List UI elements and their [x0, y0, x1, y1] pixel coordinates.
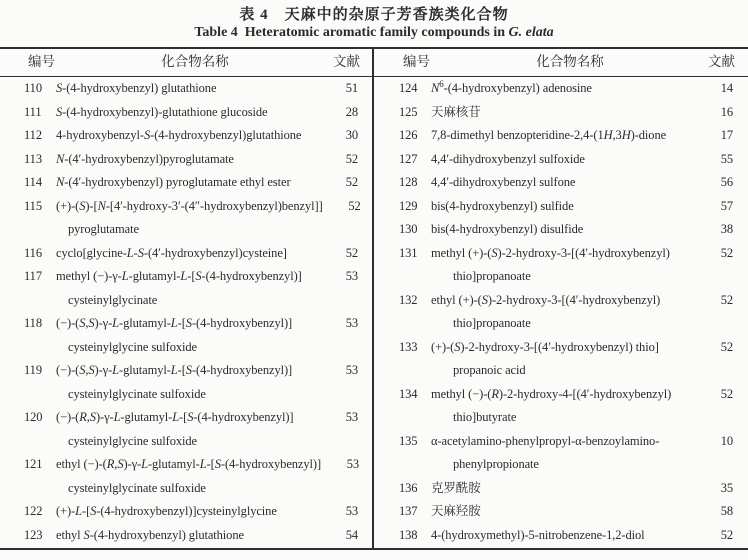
reference-number: 52	[720, 339, 733, 354]
table-header-left	[0, 48, 373, 76]
compound-row-continuation	[375, 265, 748, 289]
reference-number	[320, 477, 373, 501]
reference-number: 51	[345, 81, 358, 95]
compound-row	[0, 406, 373, 430]
compound-row	[375, 500, 748, 524]
reference-number: 52	[348, 198, 361, 213]
compound-name: ethyl (−)-(R,S)-γ-L-glutamyl-L-[S-(4-hydroxybenzyl)]	[56, 457, 322, 471]
reference-number: 52	[720, 292, 733, 307]
reference-number	[695, 453, 748, 477]
compound-number: 111	[24, 104, 42, 119]
compound-row	[0, 148, 373, 172]
reference-number: 53	[345, 316, 358, 330]
compound-number: 114	[24, 175, 42, 189]
compound-name: 天麻羟胺	[431, 504, 481, 518]
compound-name: cysteinylglycine sulfoxide	[68, 339, 197, 354]
compound-row	[375, 242, 748, 266]
compound-row	[375, 77, 748, 101]
compound-number: 118	[24, 316, 42, 330]
header-number: 编号	[403, 54, 430, 69]
reference-number: 38	[720, 222, 733, 236]
reference-number: 54	[345, 527, 358, 542]
compound-name: 4,4′-dihydroxybenzyl sulfone	[431, 175, 576, 189]
compound-row	[0, 312, 373, 336]
compound-name: α-acetylamino-phenylpropyl-α-benzoylamino-	[431, 433, 660, 448]
compound-row-continuation	[375, 406, 748, 430]
reference-number	[695, 406, 748, 430]
compound-name: N-(4′-hydroxybenzyl)pyroglutamate	[56, 151, 234, 166]
compound-row	[375, 195, 748, 219]
reference-number: 56	[720, 175, 733, 189]
compound-name: (+)-(S)-2-hydroxy-3-[(4′-hydroxybenzyl) thio]	[431, 339, 659, 354]
compound-name: thio]butyrate	[453, 410, 517, 424]
header-reference: 文献	[708, 54, 735, 69]
compound-number	[0, 477, 56, 501]
compound-row-continuation	[0, 477, 373, 501]
compound-name: cyclo[glycine-L-S-(4′-hydroxybenzyl)cysteine]	[56, 245, 287, 260]
compound-number: 133	[399, 339, 418, 354]
reference-number: 30	[345, 128, 358, 142]
compound-name: $N^6-(4-hydroxybenzyl)$ adenosine	[431, 78, 592, 95]
compound-number: 135	[399, 433, 418, 448]
reference-number	[320, 336, 373, 360]
reference-number: 55	[720, 151, 733, 166]
compound-row-continuation	[375, 312, 748, 336]
compound-number: 125	[399, 104, 418, 119]
compound-name: S-(4-hydroxybenzyl)-glutathione glucoside	[56, 104, 268, 119]
compound-name: thio]propanoate	[453, 316, 531, 330]
compound-name: 4-hydroxybenzyl-S-(4-hydroxybenzyl)glutathione	[56, 128, 302, 142]
compound-row	[0, 101, 373, 125]
compound-number	[0, 383, 56, 407]
compound-number: 131	[399, 245, 418, 260]
compound-row	[0, 265, 373, 289]
compound-name: methyl (−)-(R)-2-hydroxy-4-[(4′-hydroxybenzyl)	[431, 386, 672, 401]
header-reference: 文献	[333, 54, 360, 69]
reference-number: 52	[720, 245, 733, 260]
reference-number: 52	[720, 386, 733, 401]
compound-row	[375, 477, 748, 501]
compound-number	[0, 430, 56, 454]
compound-number: 121	[24, 457, 43, 471]
reference-number: 52	[720, 527, 733, 542]
compound-number: 122	[24, 504, 43, 518]
reference-number: 52	[345, 175, 358, 189]
compound-row	[0, 359, 373, 383]
table-header-right	[375, 48, 748, 76]
compound-row	[375, 148, 748, 172]
compound-number: 117	[24, 269, 42, 283]
compound-name: (−)-(S,S)-γ-L-glutamyl-L-[S-(4-hydroxybenzyl)]	[56, 316, 293, 330]
reference-number	[695, 265, 748, 289]
compound-name: 天麻核苷	[431, 104, 481, 119]
reference-number: 53	[345, 269, 358, 283]
compound-name: 4,4′-dihydroxybenzyl sulfoxide	[431, 151, 585, 166]
compound-number: 137	[399, 504, 418, 518]
compound-number	[375, 265, 431, 289]
header-compound-name: 化合物名称	[161, 54, 229, 69]
compound-row	[0, 77, 373, 101]
compound-name: (+)-L-[S-(4-hydroxybenzyl)]cysteinylglycine	[56, 504, 277, 518]
compound-number: 115	[24, 198, 42, 213]
reference-number: 57	[720, 198, 733, 213]
compound-name: 4-(hydroxymethyl)-5-nitrobenzene-1,2-diol	[431, 527, 645, 542]
compound-name: (−)-(S,S)-γ-L-glutamyl-L-[S-(4-hydroxybenzyl)]	[56, 363, 293, 377]
compound-row-continuation	[0, 336, 373, 360]
species-name: G. elata	[508, 25, 554, 40]
compound-name: methyl (−)-γ-L-glutamyl-L-[S-(4-hydroxybenzyl)]	[56, 269, 302, 283]
compound-row	[375, 383, 748, 407]
compound-name: (+)-(S)-[N-[4′-hydroxy-3′-(4″-hydroxybenzyl)benzyl]]	[56, 198, 323, 213]
compound-number: 134	[399, 386, 418, 401]
compound-number: 124	[399, 81, 418, 95]
compound-name: ethyl S-(4-hydroxybenzyl) glutathione	[56, 527, 244, 542]
table-title-english	[0, 25, 748, 41]
compound-name: pyroglutamate	[68, 222, 139, 236]
compound-row	[375, 430, 748, 454]
reference-number: 52	[345, 151, 358, 166]
compound-name: (−)-(R,S)-γ-L-glutamyl-L-[S-(4-hydroxybenzyl)]	[56, 410, 294, 424]
reference-number	[320, 383, 373, 407]
compound-row	[375, 336, 748, 360]
compound-number: 129	[399, 198, 418, 213]
table-body-left	[0, 77, 373, 547]
compound-row	[0, 524, 373, 548]
table-rule-bottom	[0, 548, 748, 550]
reference-number: 53	[345, 363, 358, 377]
compound-number: 119	[24, 363, 42, 377]
compound-number: 120	[24, 410, 43, 424]
compound-row	[375, 524, 748, 548]
compound-number: 138	[399, 527, 418, 542]
compound-number: 116	[24, 245, 42, 260]
compound-number: 130	[399, 222, 418, 236]
reference-number: 17	[720, 128, 733, 142]
table-title-english-text: Table 4 Heteratomic aromatic family compounds in	[194, 25, 509, 40]
compound-name: bis(4-hydroxybenzyl) sulfide	[431, 198, 574, 213]
compound-number: 127	[399, 151, 418, 166]
compound-number: 128	[399, 175, 418, 189]
compound-name: propanoic acid	[453, 363, 526, 377]
compound-name: 克罗酰胺	[431, 480, 481, 495]
reference-number: 52	[345, 245, 358, 260]
compound-number	[375, 453, 431, 477]
compound-row	[0, 453, 373, 477]
compound-number	[375, 312, 431, 336]
compound-row-continuation	[0, 289, 373, 313]
compound-row-continuation	[375, 359, 748, 383]
compound-name: cysteinylglycinate sulfoxide	[68, 480, 206, 495]
compound-row-continuation	[375, 453, 748, 477]
reference-number: 16	[720, 104, 733, 119]
table-title-chinese: 表 4 天麻中的杂原子芳香族类化合物	[239, 7, 509, 23]
reference-number: 53	[346, 457, 360, 471]
compound-row-continuation	[0, 383, 373, 407]
compound-row	[0, 500, 373, 524]
compound-row	[375, 101, 748, 125]
compound-row	[0, 195, 373, 219]
header-number: 编号	[28, 54, 55, 69]
compound-row	[375, 289, 748, 313]
reference-number	[695, 312, 748, 336]
compound-number: 123	[24, 527, 43, 542]
reference-number	[320, 289, 373, 313]
compound-row-continuation	[0, 218, 373, 242]
reference-number: 53	[345, 504, 358, 518]
compound-number: 112	[24, 128, 42, 142]
compound-name: bis(4-hydroxybenzyl) disulfide	[431, 222, 584, 236]
compound-name: thio]propanoate	[453, 269, 531, 283]
compound-row	[0, 171, 373, 195]
compound-number	[0, 289, 56, 313]
compound-row	[0, 242, 373, 266]
compound-row	[0, 124, 373, 148]
reference-number: 58	[720, 504, 733, 518]
compound-number: 126	[399, 128, 418, 142]
compound-name: 7,8-dimethyl benzopteridine-2,4-(1H,3H)-dione	[431, 128, 667, 142]
reference-number: 53	[345, 410, 358, 424]
compound-name: phenylpropionate	[453, 457, 539, 471]
compound-name: S-(4-hydroxybenzyl) glutathione	[56, 81, 217, 95]
compound-number	[0, 336, 56, 360]
compound-name: cysteinylglycinate sulfoxide	[68, 386, 206, 401]
table-body-right	[375, 77, 748, 547]
header-compound-name: 化合物名称	[536, 54, 604, 69]
compound-number	[375, 359, 431, 383]
reference-number: 10	[720, 433, 733, 448]
reference-number: 28	[345, 104, 358, 119]
compound-name: methyl (+)-(S)-2-hydroxy-3-[(4′-hydroxybenzyl)	[431, 245, 670, 260]
compound-number: 136	[399, 480, 418, 495]
compound-name: ethyl (+)-(S)-2-hydroxy-3-[(4′-hydroxybenzyl)	[431, 292, 661, 307]
reference-number	[695, 359, 748, 383]
compound-row	[375, 124, 748, 148]
reference-number	[320, 430, 373, 454]
compound-number	[0, 218, 56, 242]
compound-name: cysteinylglycine sulfoxide	[68, 433, 197, 448]
compound-number: 113	[24, 151, 42, 166]
reference-number: 35	[720, 480, 733, 495]
compound-row-continuation	[0, 430, 373, 454]
compound-row	[375, 218, 748, 242]
compound-number: 132	[399, 292, 418, 307]
compound-row	[375, 171, 748, 195]
compound-name: N-(4′-hydroxybenzyl) pyroglutamate ethyl ester	[56, 175, 291, 189]
reference-number	[320, 218, 373, 242]
compound-number: 110	[24, 81, 42, 95]
compound-number	[375, 406, 431, 430]
compound-name: cysteinylglycinate	[68, 292, 158, 307]
reference-number: 14	[720, 81, 733, 95]
